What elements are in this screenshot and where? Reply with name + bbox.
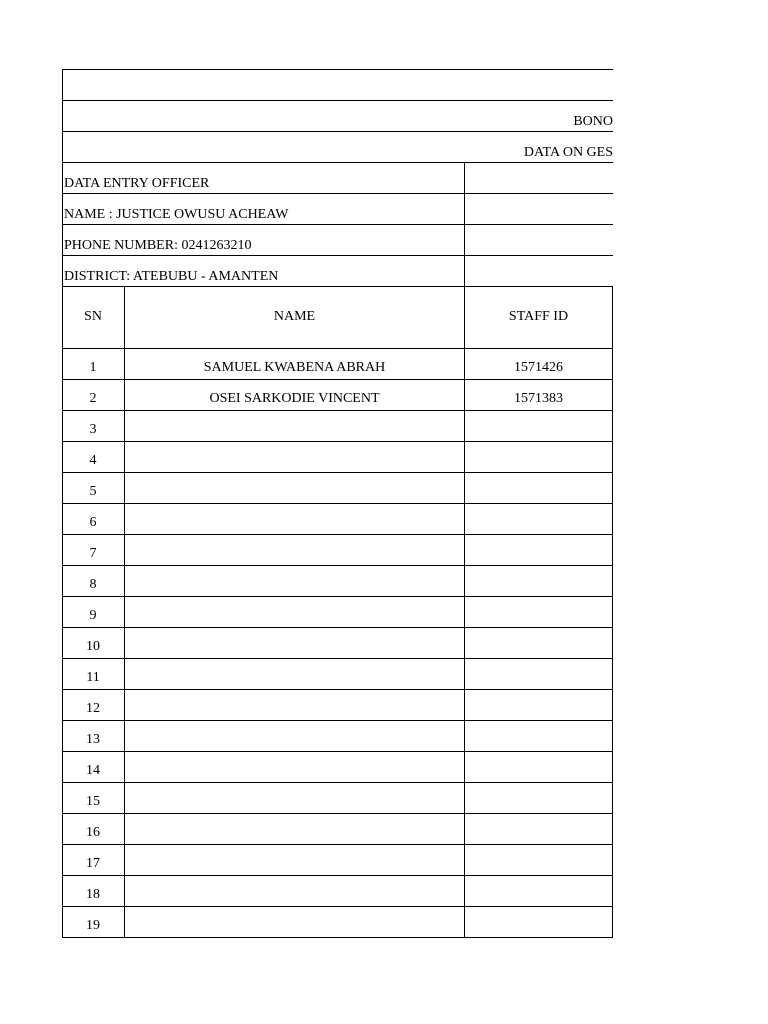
officer-phone: PHONE NUMBER: 0241263210 <box>64 238 252 253</box>
header-sn: SN <box>84 309 102 324</box>
cell-sn: 16 <box>86 825 100 840</box>
cell-name <box>125 693 464 724</box>
cell-name <box>125 600 464 631</box>
cell-sn: 15 <box>86 794 100 809</box>
cell-sn: 2 <box>89 391 97 406</box>
cell-staff-id <box>465 569 612 600</box>
cell-staff-id <box>465 414 612 445</box>
cell-sn: 10 <box>86 639 100 654</box>
cell-staff-id <box>465 910 612 941</box>
title-region: BONO <box>573 114 613 129</box>
cell-name <box>125 476 464 507</box>
cell-name <box>125 662 464 693</box>
cell-name <box>125 538 464 569</box>
cell-name <box>125 414 464 445</box>
cell-name <box>125 507 464 538</box>
cell-staff-id <box>465 631 612 662</box>
cell-name <box>125 910 464 941</box>
cell-staff-id <box>465 507 612 538</box>
cell-staff-id <box>465 600 612 631</box>
cell-name: SAMUEL KWABENA ABRAH <box>203 360 386 375</box>
cell-sn: 12 <box>86 701 100 716</box>
cell-name <box>125 817 464 848</box>
cell-staff-id <box>465 476 612 507</box>
cell-name <box>125 445 464 476</box>
cell-sn: 7 <box>89 546 97 561</box>
cell-name <box>125 848 464 879</box>
cell-sn: 3 <box>89 422 97 437</box>
cell-sn: 18 <box>86 887 100 902</box>
cell-sn: 1 <box>89 360 97 375</box>
cell-staff-id <box>465 724 612 755</box>
cell-name <box>125 879 464 910</box>
rule <box>62 100 613 101</box>
header-name: NAME <box>273 309 316 324</box>
cell-sn: 17 <box>86 856 100 871</box>
cell-staff-id <box>465 445 612 476</box>
cell-sn: 6 <box>89 515 97 530</box>
cell-sn: 11 <box>86 670 100 685</box>
cell-staff-id <box>465 848 612 879</box>
title-line-1 <box>62 69 613 100</box>
cell-staff-id <box>465 755 612 786</box>
officer-heading: DATA ENTRY OFFICER <box>64 176 210 191</box>
cell-name <box>125 631 464 662</box>
cell-sn: 9 <box>89 608 97 623</box>
cell-sn: 19 <box>86 918 100 933</box>
cell-name <box>125 786 464 817</box>
cell-name <box>125 569 464 600</box>
header-bottom-rule <box>62 348 613 349</box>
header-staff-id: STAFF ID <box>508 309 569 324</box>
right-border <box>612 286 613 938</box>
cell-staff-id <box>465 693 612 724</box>
cell-sn: 14 <box>86 763 100 778</box>
cell-staff-id <box>465 879 612 910</box>
cell-name <box>125 755 464 786</box>
cell-sn: 13 <box>86 732 100 747</box>
cell-name: OSEI SARKODIE VINCENT <box>209 391 380 406</box>
title-data-on: DATA ON GES <box>523 145 613 160</box>
cell-name <box>125 724 464 755</box>
officer-name: NAME : JUSTICE OWUSU ACHEAW <box>64 207 289 222</box>
cell-staff-id: 1571426 <box>514 360 563 375</box>
cell-staff-id <box>465 538 612 569</box>
cell-sn: 5 <box>89 484 97 499</box>
cell-staff-id <box>465 817 612 848</box>
cell-staff-id <box>465 662 612 693</box>
cell-staff-id <box>465 786 612 817</box>
officer-district: DISTRICT: ATEBUBU - AMANTEN <box>64 269 279 284</box>
cell-sn: 4 <box>89 453 97 468</box>
cell-sn: 8 <box>89 577 97 592</box>
cell-staff-id: 1571383 <box>514 391 563 406</box>
